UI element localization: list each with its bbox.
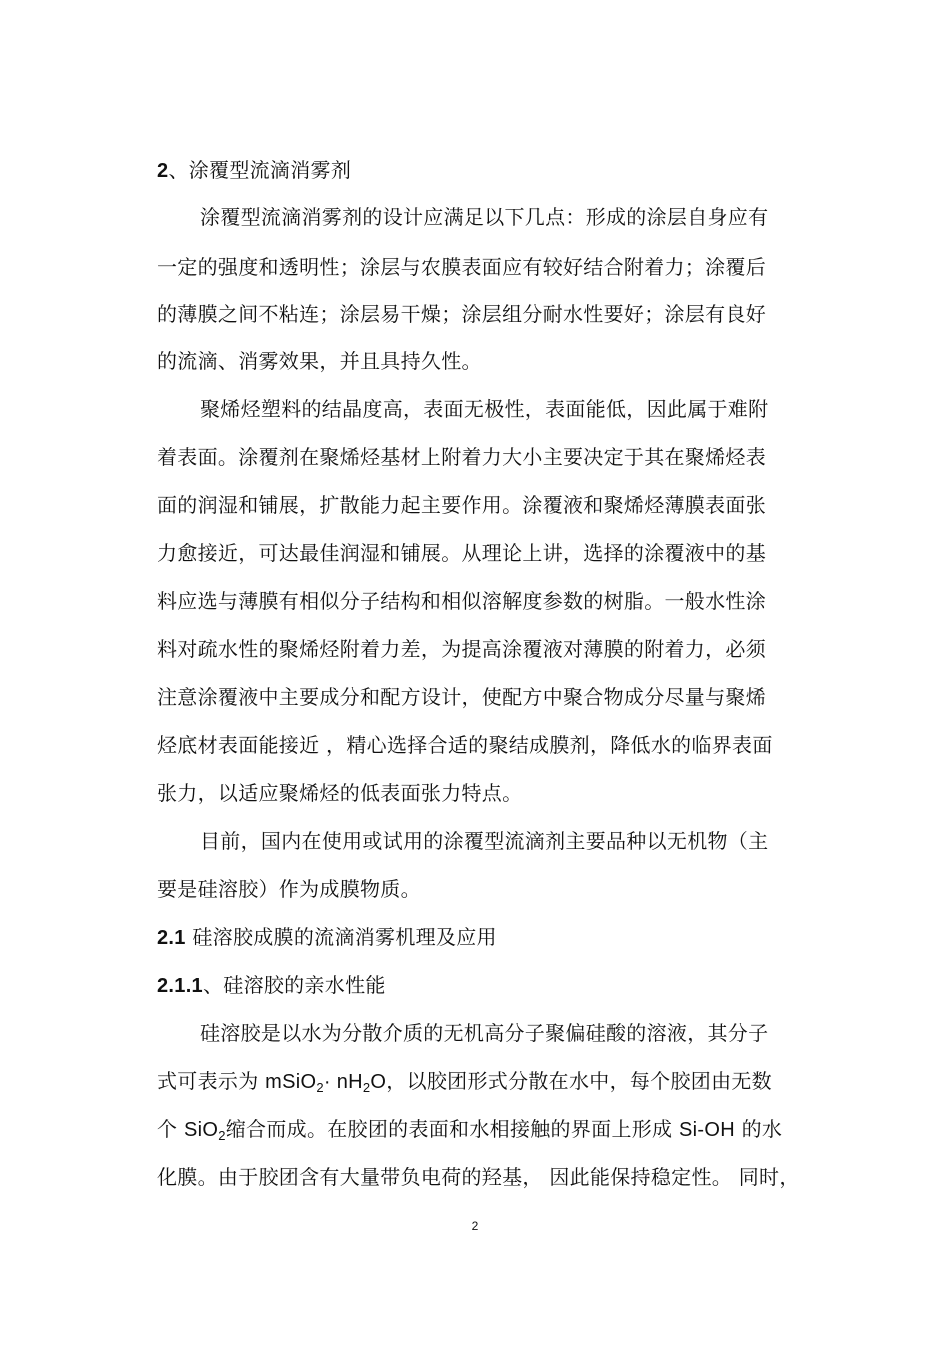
formula-part: mSiO: [265, 1071, 317, 1093]
section-title: 硅溶胶成膜的流滴消雾机理及应用: [185, 925, 497, 949]
paragraph-line: 硅溶胶是以水为分散介质的无机高分子聚偏硅酸的溶液，其分子: [200, 1021, 769, 1045]
paragraph-line: 涂覆型流滴消雾剂的设计应满足以下几点：形成的涂层自身应有: [200, 205, 769, 229]
paragraph-line: 目前，国内在使用或试用的涂覆型流滴剂主要品种以无机物（主: [200, 829, 769, 853]
formula-part: SiO: [183, 1119, 219, 1141]
paragraph-line: 聚烯烃塑料的结晶度高，表面无极性，表面能低，因此属于难附: [200, 397, 769, 421]
section-heading-2-1: [157, 924, 497, 951]
formula-part: · nH: [323, 1071, 363, 1093]
section-number: 2: [157, 160, 169, 182]
paragraph-line-formula: [157, 1068, 772, 1095]
paragraph-line: 要是硅溶胶）作为成膜物质。: [157, 877, 421, 901]
paragraph-line: 料对疏水性的聚烯烃附着力差，为提高涂覆液对薄膜的附着力，必须: [157, 637, 766, 661]
text-run: 缩合而成。在胶团的表面和水相接触的界面上形成: [225, 1117, 680, 1141]
paragraph-line: 着表面。涂覆剂在聚烯烃基材上附着力大小主要决定于其在聚烯烃表: [157, 445, 766, 469]
section-heading-2: [157, 157, 351, 184]
text-run: 式可表示为: [157, 1069, 266, 1093]
text-run: ，以胶团形式分散在水中，每个胶团由无数: [386, 1069, 772, 1093]
subscript: 2: [362, 1080, 371, 1095]
subscript: 2: [316, 1080, 324, 1095]
section-number: 2.1: [157, 927, 186, 949]
section-title: 、硅溶胶的亲水性能: [202, 973, 386, 997]
paragraph-line: 烃底材表面能接近 ，精心选择合适的聚结成膜剂，降低水的临界表面: [157, 733, 773, 757]
paragraph-line: 注意涂覆液中主要成分和配方设计，使配方中聚合物成分尽量与聚烯: [157, 685, 766, 709]
paragraph-line: 的流滴、消雾效果，并且具持久性。: [157, 349, 482, 373]
section-title: 、涂覆型流滴消雾剂: [168, 158, 352, 182]
text-run: 个: [157, 1117, 184, 1141]
section-number: 2.1.1: [157, 975, 203, 997]
paragraph-line: 化膜。由于胶团含有大量带负电荷的羟基， 因此能保持稳定性。 同时，: [157, 1165, 800, 1189]
page-number: 2: [471, 1219, 479, 1233]
paragraph-line: 张力，以适应聚烯烃的低表面张力特点。: [157, 781, 523, 805]
paragraph-line: 一定的强度和透明性；涂层与农膜表面应有较好结合附着力；涂覆后: [157, 255, 766, 279]
text-run: 的水: [734, 1117, 783, 1141]
formula-part: O: [370, 1071, 387, 1093]
paragraph-line: 料应选与薄膜有相似分子结构和相似溶解度参数的树脂。一般水性涂: [157, 589, 766, 613]
paragraph-line-formula: [157, 1116, 782, 1143]
subscript: 2: [218, 1128, 226, 1143]
paragraph-line: 面的润湿和铺展，扩散能力起主要作用。涂覆液和聚烯烃薄膜表面张: [157, 493, 766, 517]
formula-part: Si-OH: [679, 1119, 735, 1141]
section-heading-2-1-1: [157, 972, 386, 999]
paragraph-line: 的薄膜之间不粘连；涂层易干燥；涂层组分耐水性要好；涂层有良好: [157, 302, 766, 326]
paragraph-line: 力愈接近，可达最佳润湿和铺展。从理论上讲，选择的涂覆液中的基: [157, 541, 766, 565]
